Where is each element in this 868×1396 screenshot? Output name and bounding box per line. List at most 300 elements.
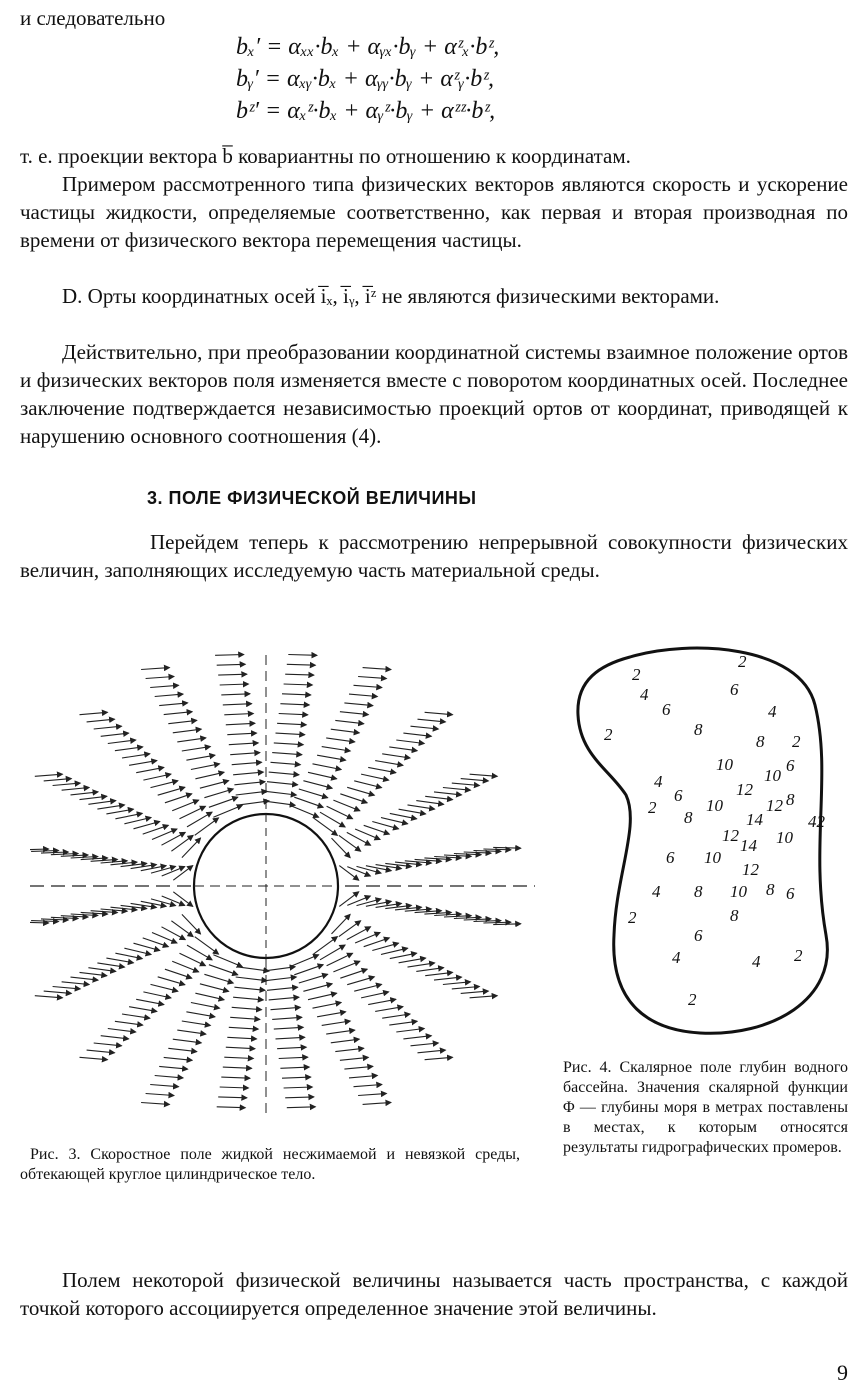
flow-arrow [230,753,260,755]
depth-value: 2 [604,725,613,744]
flow-arrow [187,945,212,960]
flow-arrow [115,1021,143,1025]
flow-arrow [168,720,196,723]
flow-arrow [30,849,49,850]
flow-arrow [375,1007,403,1012]
flow-arrow [381,948,408,954]
flow-arrow [31,921,58,922]
depth-value: 8 [786,790,795,809]
flow-arrow [44,779,72,781]
flow-arrow [150,685,178,687]
flow-arrow [405,861,432,863]
flow-arrow [411,726,439,729]
flow-arrow [35,996,63,998]
flow-arrow [233,997,263,1000]
flow-arrow [165,794,192,803]
flow-arrow [354,984,381,991]
flow-arrow [141,1103,169,1105]
flow-arrow [101,733,129,736]
flow-arrow [141,668,169,670]
flow-arrow [223,1067,252,1068]
flow-arrow [461,779,489,781]
flow-arrow [143,938,169,947]
flow-arrow [51,917,78,918]
flow-arrow [152,829,177,840]
flow-arrow [276,1037,305,1039]
flow-arrow [474,921,501,922]
flow-arrow [303,984,332,992]
flow-arrow [224,1057,253,1058]
flow-arrow [364,938,390,947]
flow-arrow [115,747,143,751]
flow-arrow [94,1043,122,1046]
flow-arrow [320,812,345,827]
flow-arrow [358,677,386,679]
flow-arrow [416,801,443,805]
flow-arrow [51,854,78,855]
flow-arrow [415,859,442,861]
flow-arrow [115,813,142,818]
flow-arrow [173,729,201,733]
depth-value: 10 [716,755,733,774]
flow-arrow [53,783,81,785]
flow-arrow [434,792,462,795]
flow-arrow [347,977,374,985]
flow-arrow [209,797,238,807]
equation-1: bₓ′ = αₓₓ·bₓ + αᵧₓ·bᵧ + αᶻₓ·bᶻ, [236,34,500,60]
flow-arrow [284,1087,313,1088]
flow-arrow [308,772,337,779]
flow-arrow [180,806,206,818]
flow-arrow [470,996,498,998]
flow-arrow [236,977,267,981]
section-heading: 3. ПОЛЕ ФИЗИЧЕСКОЙ ВЕЛИЧИНЫ [147,488,477,508]
flow-arrow [363,668,391,670]
flow-arrow [229,743,258,745]
depth-value: 6 [666,848,675,867]
flow-arrow [313,1003,342,1009]
flow-arrow [80,712,108,714]
flow-arrow [382,1014,410,1018]
flow-arrow [396,1029,424,1033]
flow-arrow [218,674,247,675]
flow-arrow [340,969,367,978]
flow-arrow [30,922,49,923]
flow-arrow [62,788,90,791]
flow-arrow [265,791,296,795]
depth-value: 4 [672,948,681,967]
flow-arrow [217,664,246,665]
flow-arrow [62,982,90,985]
flow-arrow [333,961,359,972]
flow-arrow [177,738,206,742]
flow-arrow [129,761,157,766]
flow-arrow [195,772,224,779]
flow-arrow [340,712,368,715]
flow-arrow [159,1066,187,1069]
flow-arrow [215,655,244,656]
depth-value: 10 [764,766,781,785]
depth-value: 10 [776,828,793,847]
flow-arrow [396,740,424,744]
flow-arrow [164,712,192,715]
flow-arrow [271,1007,301,1009]
flow-arrow [226,1047,255,1049]
flow-arrow [106,809,133,814]
flow-arrow [115,953,142,958]
flow-arrow [287,664,316,665]
flow-arrow [327,953,353,965]
flow-arrow [124,818,151,824]
flow-arrow [354,781,381,788]
flow-arrow [364,825,390,834]
flow-arrow [71,977,99,980]
depth-value: 2 [792,732,801,751]
flow-arrow [277,1047,306,1049]
flow-arrow [493,924,521,925]
flow-arrow [221,1077,250,1078]
flow-arrow [213,805,242,817]
depth-value: 2 [632,665,641,684]
flow-arrow [452,783,480,785]
flow-arrow [452,987,480,989]
depth-value: 2 [794,946,803,965]
depth-value: 42 [808,812,825,831]
flow-arrow [425,972,452,975]
flow-arrow [277,723,306,725]
flow-arrow [303,781,332,789]
flow-arrow [61,855,88,856]
flow-arrow [434,977,462,980]
flow-arrow [308,993,337,1000]
flow-arrow [425,712,453,714]
flow-arrow [434,857,461,859]
flow-arrow [363,1103,391,1105]
flow-arrow [234,782,265,785]
depth-value: 2 [648,798,657,817]
flow-arrow [372,943,398,950]
flow-arrow [101,1036,129,1039]
flow-arrow [290,805,319,817]
flow-arrow [151,984,178,991]
flow-arrow [327,806,353,818]
flow-arrow [158,787,185,795]
flow-arrow [461,991,489,993]
flow-arrow [80,1057,108,1059]
flow-arrow [483,922,510,923]
flow-arrow [218,1097,247,1098]
flow-arrow [416,968,443,972]
depth-value: 2 [738,652,747,671]
flow-arrow [411,1043,439,1046]
flow-arrow [317,755,346,760]
flow-arrow [335,1048,363,1051]
flow-arrow [355,933,380,944]
flow-arrow [111,907,138,910]
flow-arrow [165,969,192,978]
flow-arrow [454,854,481,855]
flow-arrow [354,685,382,687]
flow-arrow [230,1017,260,1019]
flow-arrow [382,754,410,758]
flow-arrow [444,855,471,856]
flow-arrow [274,1027,303,1029]
flow-arrow [94,726,122,729]
flow-arrow [405,909,432,911]
depth-value: 12 [736,780,753,799]
depth-value: 6 [730,680,739,699]
flow-arrow [71,914,98,916]
flow-arrow [375,761,403,766]
flow-arrow [143,992,171,998]
flow-arrow [151,781,178,788]
depth-value: 8 [756,732,765,751]
paragraph-example: Примером рассмотренного типа физических векторов являются скорость и ускорение частицы жидкости, определяемые соответственно, как первая и вторая производная по времени от физического вектора перемещения частицы. [20,172,848,252]
flow-arrow [349,1076,377,1078]
flow-arrow [474,851,501,852]
flow-arrow [425,796,452,799]
depth-value: 12 [766,796,783,815]
flow-arrow [276,733,305,735]
depth-value: 6 [786,756,795,775]
paragraph-field-definition: Полем некоторой физической величины называется часть пространства, с каждой точкой которого ассоциируется определенное значение этой величины. [20,1268,848,1320]
paragraph-continuous: Перейдем теперь к рассмотрению непрерывной совокупности физических величин, заполняющих исследуемую часть материальной среды. [20,530,848,582]
depth-value: 6 [786,884,795,903]
flow-arrow [280,1067,309,1068]
flow-arrow [173,1039,201,1043]
flow-arrow [191,764,220,770]
flow-arrow [320,945,345,960]
flow-arrow [265,977,296,981]
flow-arrow [322,1021,351,1025]
flow-arrow [287,1107,316,1108]
depth-value: 10 [730,882,747,901]
paragraph-orts: D. Орты координатных осей i̅ₓ, i̅ᵧ, i̅ᶻ не являются физическими векторами. [62,284,720,308]
paragraph-covariant: т. е. проекции вектора b̅ ковариантны по отношению к координатам. [20,144,631,168]
flow-arrow [81,912,108,914]
flow-arrow [444,916,471,917]
flow-arrow [200,984,229,992]
flow-arrow [88,968,115,972]
flow-arrow [129,1007,157,1012]
flow-arrow [186,755,215,760]
flow-arrow [349,694,377,696]
equation-2: bᵧ′ = αₓᵧ·bₓ + αᵧᵧ·bᵧ + αᶻᵧ·bᶻ, [236,66,495,92]
flow-arrow [443,982,471,985]
flow-arrow [269,772,299,775]
flow-arrow [61,916,88,917]
flow-arrow [136,999,164,1004]
flow-arrow [285,674,314,675]
flow-arrow [122,1014,150,1018]
flow-arrow [80,972,107,975]
flow-arrow [389,747,417,751]
flow-arrow [71,857,98,859]
flow-arrow [347,787,374,795]
flow-arrow [271,762,301,764]
flow-arrow [97,963,124,967]
flow-arrow [41,852,68,853]
flow-arrow [168,1048,196,1051]
flow-arrow [282,1077,311,1078]
flow-arrow [177,1030,206,1034]
flow-arrow [224,714,253,715]
flow-arrow [200,781,229,789]
flow-arrow [41,919,68,920]
flow-arrow [101,909,128,911]
flow-arrow [111,862,138,865]
flow-arrow [159,703,187,706]
flow-arrow [395,862,422,865]
flow-arrow [372,822,398,829]
flow-arrow [155,694,183,696]
flow-arrow [299,789,328,798]
flow-arrow [81,858,108,860]
flow-arrow [122,754,150,758]
flow-arrow [381,818,408,824]
flow-arrow [434,914,461,916]
flow-arrow [389,1021,417,1025]
flow-arrow [335,720,363,723]
depth-value: 8 [766,880,775,899]
depth-value: 8 [694,882,703,901]
flow-arrow [227,1037,256,1039]
flow-arrow [152,933,177,944]
flow-arrow [274,743,303,745]
depth-value: 12 [742,860,759,879]
figure-3-velocity-field [30,650,540,1120]
flow-arrow [326,738,355,742]
flow-arrow [403,1036,431,1039]
flow-arrow [280,704,309,705]
depth-value: 4 [654,772,663,791]
flow-arrow [187,812,212,827]
flow-arrow [267,782,298,785]
flow-arrow [191,1003,220,1009]
flow-arrow [272,753,302,755]
flow-arrow [204,974,233,983]
flow-arrow [424,912,451,914]
page-number: 9 [837,1360,848,1385]
flow-arrow [124,948,151,954]
flow-arrow [290,955,319,967]
flow-arrow [164,1057,192,1060]
flow-arrow [344,1066,372,1069]
flow-arrow [326,1030,355,1034]
flow-arrow [390,953,417,958]
flow-arrow [134,943,160,950]
depth-value: 4 [640,685,649,704]
flow-arrow [236,791,267,795]
depth-value: 14 [746,810,763,829]
flow-arrow [158,977,185,985]
flow-arrow [172,961,198,972]
intro-text: и следовательно [20,6,166,30]
flow-arrow [361,774,389,780]
flow-arrow [284,684,313,685]
flow-arrow [106,958,133,963]
flow-arrow [294,797,323,807]
flow-arrow [213,955,242,967]
flow-arrow [408,963,435,967]
flow-arrow [322,747,351,751]
flow-arrow [368,999,396,1004]
flow-arrow [333,800,359,811]
flow-arrow [232,1007,262,1009]
flow-arrow [395,907,422,910]
depth-value: 8 [694,720,703,739]
flow-arrow [279,714,308,715]
flow-arrow [483,849,510,850]
figure-4-caption: Рис. 4. Скалярное поле глубин водного бассейна. Значения скалярной функции Φ — глубины моря в метрах поставлены в местах, к которым относятся результаты гидрографических промеров. [563,1059,848,1156]
flow-arrow [134,822,160,829]
flow-arrow [221,694,250,695]
depth-value: 10 [704,848,721,867]
flow-arrow [220,1087,249,1088]
flow-arrow [269,997,299,1000]
depth-value: 2 [688,990,697,1009]
flow-arrow [340,794,367,803]
depth-value: 6 [694,926,703,945]
flow-arrow [331,729,359,733]
depth-value: 2 [628,908,637,927]
flow-arrow [195,993,224,1000]
flow-arrow [226,723,255,725]
depth-value: 12 [722,826,739,845]
flow-arrow [53,987,81,989]
flow-arrow [108,740,136,744]
flow-arrow [220,684,249,685]
depth-value: 4 [652,882,661,901]
flow-arrow [150,1085,178,1087]
depth-value: 8 [730,906,739,925]
flow-arrow [101,861,128,863]
paragraph-indeed: Действительно, при преобразовании координатной системы взаимное положение ортов и физических векторов поля изменяется вместе с поворотом координатных осей. Последнее заключение подтверждается независимостью проекций ортов от координат, приводящей к нарушению основного соотношения (4). [20,340,848,448]
flow-arrow [464,852,491,853]
flow-arrow [299,974,328,983]
equation-3: bᶻ′ = αₓᶻ·bₓ + αᵧᶻ·bᵧ + αᶻᶻ·bᶻ, [236,98,496,124]
flow-arrow [355,829,380,840]
depth-value: 4 [752,952,761,971]
flow-arrow [443,788,471,791]
flow-arrow [146,1094,174,1096]
flow-arrow [361,992,389,998]
flow-arrow [204,789,233,798]
flow-arrow [403,733,431,736]
flow-arrow [263,801,295,805]
depth-value: 4 [768,702,777,721]
flow-arrow [35,774,63,776]
depth-value: 6 [662,700,671,719]
flow-arrow [493,847,521,848]
flow-arrow [354,1085,382,1087]
flow-arrow [223,704,252,705]
flow-arrow [88,801,115,805]
flow-arrow [340,1057,368,1060]
flow-arrow [425,1057,453,1059]
flow-arrow [313,764,342,770]
flow-arrow [358,1094,386,1096]
figure-3-caption: Рис. 3. Скоростное поле жидкой несжимаемой и невязкой среды, обтекающей круглое цилиндрическое тело. [20,1146,520,1183]
flow-arrow [209,965,238,975]
flow-arrow [97,805,124,809]
flow-arrow [87,719,115,722]
flow-arrow [44,991,72,993]
flow-arrow [229,1027,258,1029]
flow-arrow [279,1057,308,1058]
flow-arrow [146,677,174,679]
flow-arrow [344,703,372,706]
